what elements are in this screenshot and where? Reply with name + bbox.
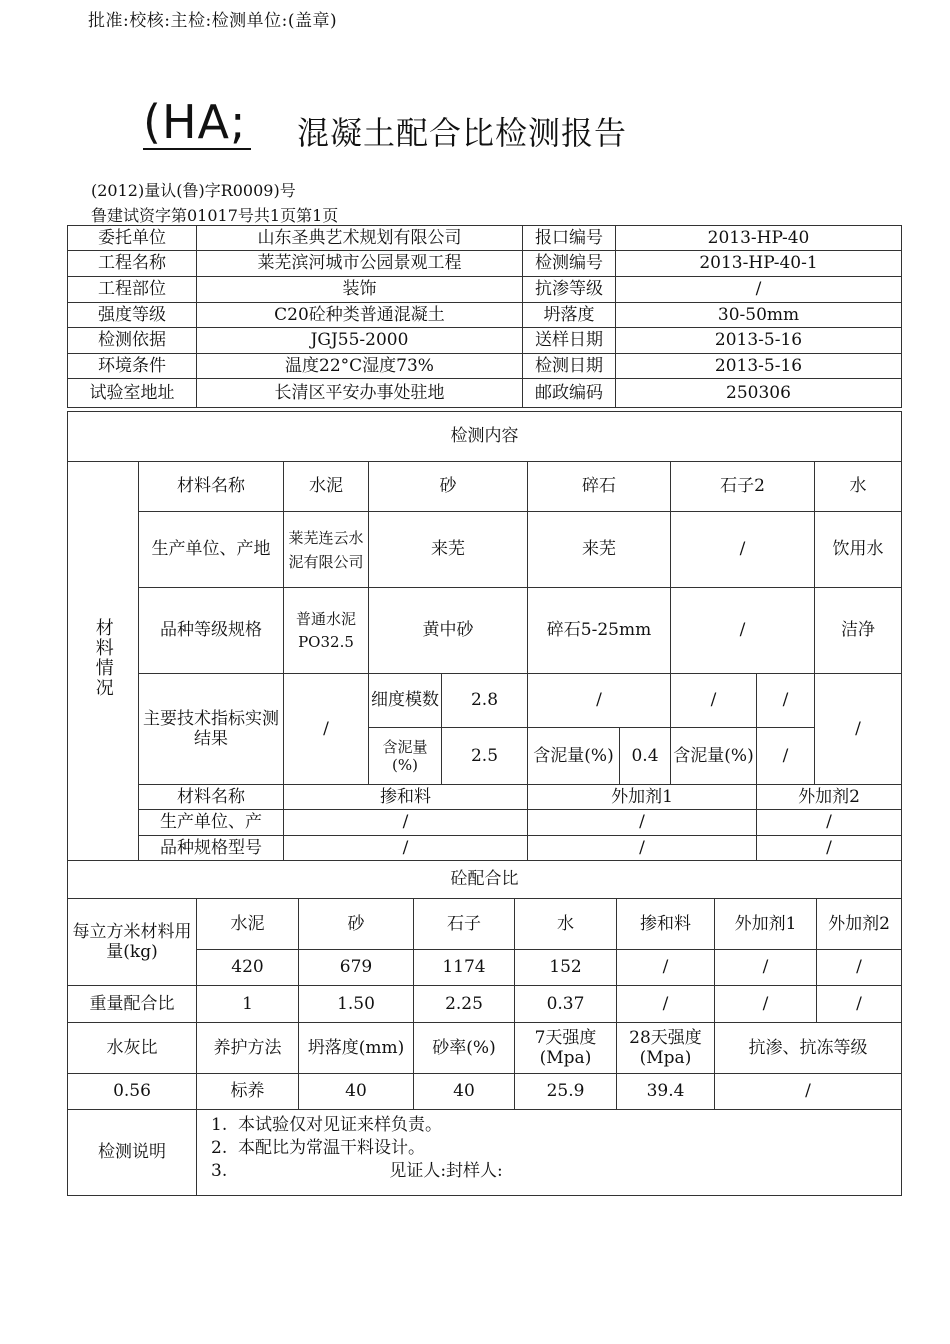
stone2-grade: / [671, 588, 815, 674]
additive2-grade: / [757, 836, 902, 861]
mix-col-head: 外加剂1 [715, 899, 817, 950]
water-name: 水 [815, 462, 902, 512]
cement-producer: 莱芜连云水泥有限公司 [284, 512, 369, 588]
mix-value: 1174 [414, 950, 515, 986]
info-row [68, 328, 902, 354]
info-label: 邮政编码 [523, 379, 616, 408]
ratio-value: 1 [197, 986, 299, 1023]
info-label: 检测编号 [523, 251, 616, 277]
admixture-producer: / [284, 810, 528, 836]
gravel-mud-value: 0.4 [620, 728, 671, 785]
ratio-label: 重量配合比 [68, 986, 197, 1023]
info-value: C20砼种类普通混凝土 [197, 303, 523, 328]
info-label: 委托单位 [68, 226, 197, 251]
mix-value: / [715, 950, 817, 986]
additive1-grade: / [528, 836, 757, 861]
mix-col-head: 水 [515, 899, 617, 950]
mix-value: 152 [515, 950, 617, 986]
approval-line: 批准:校核:主检:检测单位:(盖章) [88, 11, 338, 31]
cement-name: 水泥 [284, 462, 369, 512]
info-value: 2013-HP-40-1 [616, 251, 902, 277]
sand-name: 砂 [369, 462, 528, 512]
note-line: 1. 本试验仅对见证来样负责。 [211, 1115, 443, 1135]
fineness-label: 细度模数 [369, 674, 442, 728]
info-value: 温度22°C湿度73% [197, 354, 523, 379]
prop-head: 28天强度(Mpa) [617, 1023, 715, 1074]
info-row [68, 354, 902, 379]
mix-value: 679 [299, 950, 414, 986]
ratio-value: 0.37 [515, 986, 617, 1023]
mix-table [67, 860, 902, 1196]
cement-tech: / [284, 674, 369, 785]
gravel-name: 碎石 [528, 462, 671, 512]
notes-label: 检测说明 [68, 1110, 197, 1196]
cement-grade: 普通水泥PO32.5 [284, 588, 369, 674]
info-row [68, 277, 902, 303]
info-value: JGJ55-2000 [197, 328, 523, 354]
prop-value: 39.4 [617, 1074, 715, 1110]
prop-head: 水灰比 [68, 1023, 197, 1074]
info-value: 2013-5-16 [616, 354, 902, 379]
ratio-value: / [817, 986, 902, 1023]
materials-names-label: 材料名称 [139, 462, 284, 512]
info-value: 30-50mm [616, 303, 902, 328]
water-tech: / [815, 674, 902, 785]
admix-producer-label: 生产单位、产 [139, 810, 284, 836]
note-line: 3. 见证人:封样人: [211, 1161, 503, 1181]
prop-head: 养护方法 [197, 1023, 299, 1074]
materials-table [67, 411, 902, 861]
info-label: 检测依据 [68, 328, 197, 354]
additive2-name: 外加剂2 [757, 785, 902, 810]
sand-producer: 来芜 [369, 512, 528, 588]
info-value: 250306 [616, 379, 902, 408]
gravel-tech-1: / [528, 674, 671, 728]
info-value: 长清区平安办事处驻地 [197, 379, 523, 408]
content-header: 检测内容 [68, 412, 902, 462]
info-label: 抗渗等级 [523, 277, 616, 303]
prop-value: / [715, 1074, 902, 1110]
prop-head: 抗渗、抗冻等级 [715, 1023, 902, 1074]
sand-mud-value: 2.5 [442, 728, 528, 785]
sand-grade: 黄中砂 [369, 588, 528, 674]
water-producer: 饮用水 [815, 512, 902, 588]
sand-mud-label: 含泥量(%) [369, 728, 442, 785]
materials-side-label [68, 462, 139, 861]
gravel-grade: 碎石5-25mm [528, 588, 671, 674]
materials-side-text: 材料情况 [92, 618, 114, 699]
notes-content [197, 1110, 902, 1196]
grade-label: 品种等级规格 [139, 588, 284, 674]
mix-col-head: 石子 [414, 899, 515, 950]
info-label: 试验室地址 [68, 379, 197, 408]
admixture-grade: / [284, 836, 528, 861]
mix-col-head: 掺和料 [617, 899, 715, 950]
tech-label: 主要技术指标实测结果 [139, 674, 284, 785]
info-table [67, 225, 902, 408]
admix-grade-label: 品种规格型号 [139, 836, 284, 861]
info-value: 山东圣典艺术规划有限公司 [197, 226, 523, 251]
ratio-value: / [715, 986, 817, 1023]
info-value: 2013-HP-40 [616, 226, 902, 251]
stone2-tech-2: / [757, 674, 815, 728]
prop-value: 标养 [197, 1074, 299, 1110]
info-label: 工程名称 [68, 251, 197, 277]
prop-head: 7天强度(Mpa) [515, 1023, 617, 1074]
gravel-producer: 来芜 [528, 512, 671, 588]
ratio-value: / [617, 986, 715, 1023]
producer-label: 生产单位、产地 [139, 512, 284, 588]
admix-names-label: 材料名称 [139, 785, 284, 810]
stone2-tech-1: / [671, 674, 757, 728]
prop-value: 40 [299, 1074, 414, 1110]
document-number: 鲁建试资字第01017号共1页第1页 [91, 206, 339, 225]
prop-value: 40 [414, 1074, 515, 1110]
ratio-value: 2.25 [414, 986, 515, 1023]
report-title: 混凝土配合比检测报告 [297, 114, 628, 152]
additive1-producer: / [528, 810, 757, 836]
additive1-name: 外加剂1 [528, 785, 757, 810]
stone2-mud-value: / [757, 728, 815, 785]
info-value: 装饰 [197, 277, 523, 303]
fineness-value: 2.8 [442, 674, 528, 728]
info-label: 强度等级 [68, 303, 197, 328]
prop-value: 0.56 [68, 1074, 197, 1110]
mix-col-head: 外加剂2 [817, 899, 902, 950]
mix-col-head: 水泥 [197, 899, 299, 950]
note-line: 2. 本配比为常温干料设计。 [211, 1138, 426, 1158]
info-label: 送样日期 [523, 328, 616, 354]
mix-value: / [817, 950, 902, 986]
info-row [68, 226, 902, 251]
water-grade: 洁净 [815, 588, 902, 674]
info-value: 莱芜滨河城市公园景观工程 [197, 251, 523, 277]
info-value: / [616, 277, 902, 303]
info-value: 2013-5-16 [616, 328, 902, 354]
info-row [68, 251, 902, 277]
mix-header: 砼配合比 [68, 861, 902, 899]
mix-col-head: 砂 [299, 899, 414, 950]
prop-head: 坍落度(mm) [299, 1023, 414, 1074]
prop-head: 砂率(%) [414, 1023, 515, 1074]
mix-value: / [617, 950, 715, 986]
ratio-value: 1.50 [299, 986, 414, 1023]
org-logo-text: (HA; [143, 96, 251, 150]
info-label: 报口编号 [523, 226, 616, 251]
stone2-mud-label: 含泥量(%) [671, 728, 757, 785]
gravel-mud-label: 含泥量(%) [528, 728, 620, 785]
info-label: 环境条件 [68, 354, 197, 379]
info-label: 检测日期 [523, 354, 616, 379]
prop-value: 25.9 [515, 1074, 617, 1110]
stone2-producer: / [671, 512, 815, 588]
admixture-name: 掺和料 [284, 785, 528, 810]
info-row [68, 379, 902, 408]
mix-label: 每立方米材料用量(kg) [68, 899, 197, 986]
info-row [68, 303, 902, 328]
mix-value: 420 [197, 950, 299, 986]
info-label: 坍落度 [523, 303, 616, 328]
stone2-name: 石子2 [671, 462, 815, 512]
certification-number: (2012)量认(鲁)字R0009)号 [91, 181, 296, 200]
info-label: 工程部位 [68, 277, 197, 303]
additive2-producer: / [757, 810, 902, 836]
